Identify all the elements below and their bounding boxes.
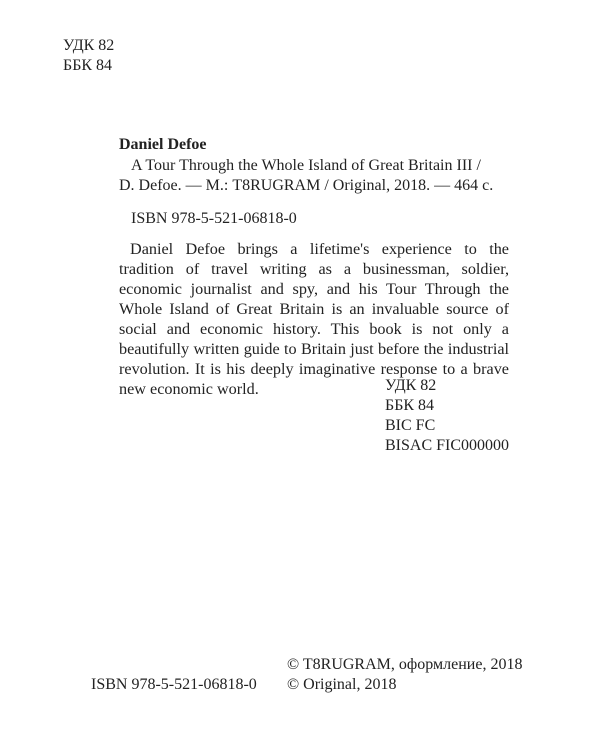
book-description xyxy=(119,239,509,399)
classification-udk: УДК 82 xyxy=(385,377,437,394)
description-paragraph: Daniel Defoe brings a lifetime's experience to the tradition of travel writing as a businessman, soldier, economic journalist and spy, and his Tour Through the Whole Island of Great Britain is an invaluable source of social and economic history. This book is not only a beautifully written guide to Britain just before the industrial revolution. It is his deeply imaginative response to a brave new economic world. xyxy=(119,240,509,398)
copyright-line-2: © Original, 2018 xyxy=(287,676,397,693)
footer-isbn: ISBN 978-5-521-06818-0 xyxy=(91,676,257,693)
copyright-line-1: © T8RUGRAM, оформление, 2018 xyxy=(287,656,523,673)
classification-bic: BIC FC xyxy=(385,417,436,434)
isbn-main: ISBN 978-5-521-06818-0 xyxy=(131,210,297,227)
footer-copyright-block xyxy=(287,655,522,695)
top-bbk: ББК 84 xyxy=(63,57,113,74)
classification-bisac: BISAC FIC000000 xyxy=(385,437,510,454)
classification-bbk: ББК 84 xyxy=(385,397,435,414)
author-name: Daniel Defoe xyxy=(119,136,207,153)
classification-block xyxy=(385,376,509,456)
bibliographic-line-1: A Tour Through the Whole Island of Great Britain III / xyxy=(131,157,481,174)
top-udk: УДК 82 xyxy=(63,37,115,54)
bibliographic-line-2: D. Defoe. — М.: T8RUGRAM / Original, 2018. — 464 с. xyxy=(119,177,494,194)
